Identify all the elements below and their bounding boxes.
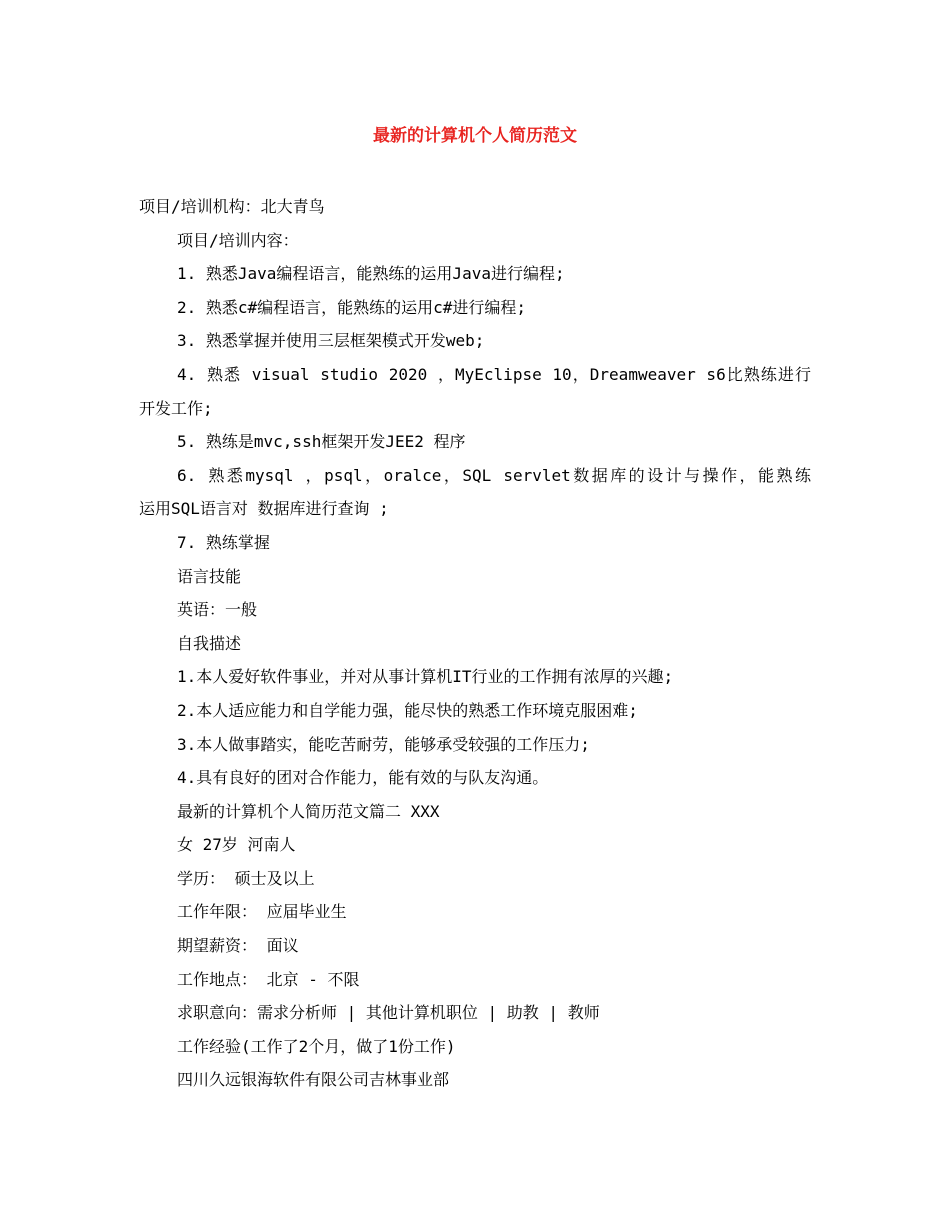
- document-title: 最新的计算机个人简历范文: [373, 126, 577, 146]
- text-line: 2.本人适应能力和自学能力强，能尽快的熟悉工作环境克服困难;: [177, 700, 638, 720]
- text-line: 3.本人做事踏实，能吃苦耐劳，能够承受较强的工作压力;: [177, 734, 590, 754]
- text-line: 工作地点： 北京 - 不限: [177, 969, 360, 989]
- text-line: 5. 熟练是mvc,ssh框架开发JEE2 程序: [177, 432, 466, 452]
- text-line: 运用SQL语言对 数据库进行查询 ;: [139, 499, 389, 519]
- text-line: 自我描述: [177, 633, 242, 653]
- text-line: 4.具有良好的团对合作能力，能有效的与队友沟通。: [177, 768, 549, 788]
- text-line: 7. 熟练掌握: [177, 532, 270, 552]
- text-line: 女 27岁 河南人: [177, 835, 296, 855]
- text-line: 期望薪资： 面议: [177, 936, 299, 956]
- text-line: 6. 熟悉mysql ，psql，oralce，SQL servlet数据库的设计与操作，能熟练: [177, 465, 811, 485]
- text-line: 学历： 硕士及以上: [177, 868, 315, 888]
- text-line: 4. 熟悉 visual studio 2020 ，MyEclipse 10，Dreamweaver s6比熟练进行: [177, 364, 811, 384]
- text-line: 语言技能: [177, 566, 242, 586]
- text-line: 求职意向：需求分析师 | 其他计算机职位 | 助教 | 教师: [177, 1003, 600, 1023]
- text-line: 2. 熟悉c#编程语言，能熟练的运用c#进行编程;: [177, 297, 527, 317]
- document-body: [139, 190, 811, 1097]
- text-line: 1.本人爱好软件事业，并对从事计算机IT行业的工作拥有浓厚的兴趣;: [177, 667, 674, 687]
- text-line: 开发工作;: [139, 398, 213, 418]
- text-line: 工作经验(工作了2个月，做了1份工作): [177, 1036, 456, 1056]
- text-line: 1. 熟悉Java编程语言，能熟练的运用Java进行编程;: [177, 264, 565, 284]
- text-line: 最新的计算机个人简历范文篇二 XXX: [177, 801, 440, 821]
- text-line: 工作年限： 应届毕业生: [177, 902, 347, 922]
- text-line: 四川久远银海软件有限公司吉林事业部: [177, 1070, 450, 1090]
- text-line: 英语：一般: [177, 600, 258, 620]
- text-line: 项目/培训内容：: [177, 230, 299, 250]
- text-line: 项目/培训机构：北大青鸟: [139, 197, 325, 216]
- text-line: 3. 熟悉掌握并使用三层框架模式开发web;: [177, 331, 485, 351]
